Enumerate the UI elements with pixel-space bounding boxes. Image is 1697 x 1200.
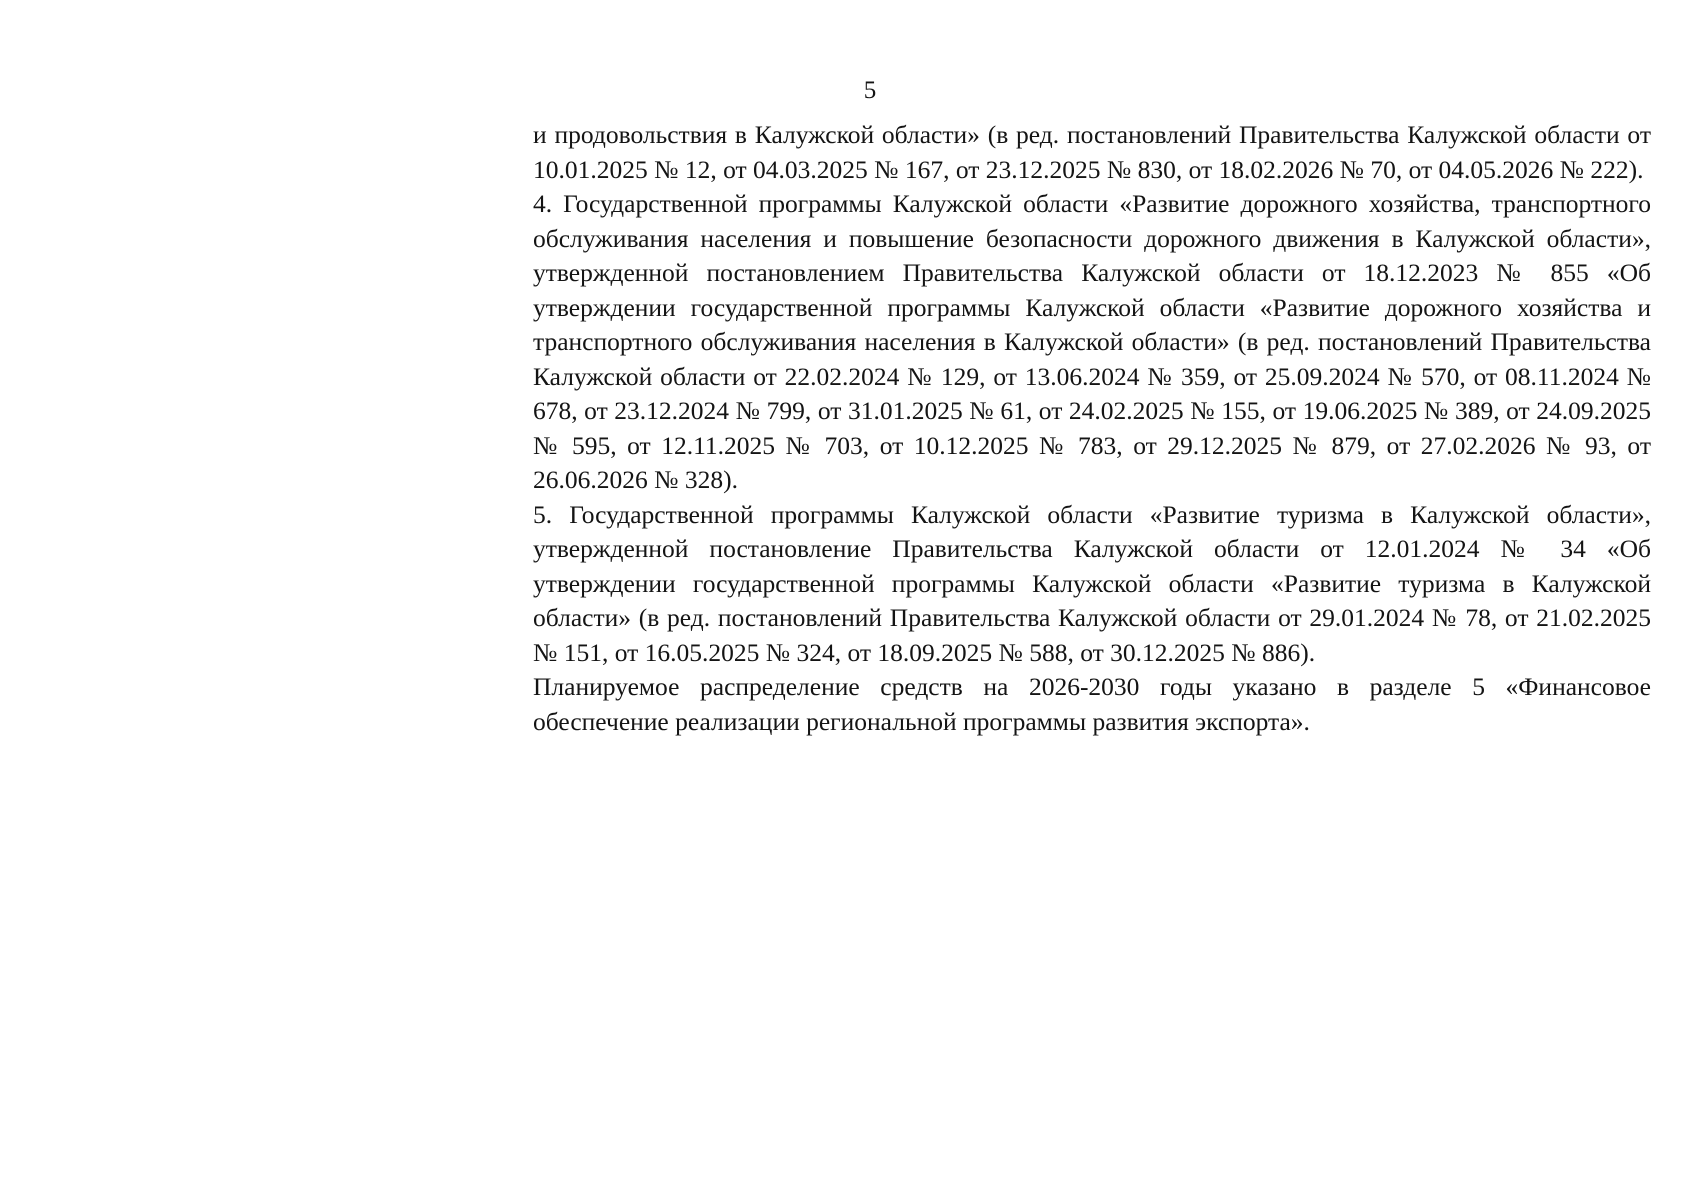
paragraph-funding-note: Планируемое распределение средств на 2026-2030 годы указано в разделе 5 «Финансовое обеспечение реализации региональной программы развития экспорта». xyxy=(533,672,1651,736)
paragraph-continuation: и продовольствия в Калужской области» (в ред. постановлений Правительства Калужской области от 10.01.2025 № 12, от 04.03.2025 № 167, от 23.12.2025 № 830, от 18.02.2026 № 70, от 04.05.2026 № 222). xyxy=(533,120,1651,184)
document-body xyxy=(533,118,1651,739)
page-number: 5 xyxy=(863,77,877,104)
paragraph-item-4: 4. Государственной программы Калужской области «Развитие дорожного хозяйства, транспортного обслуживания населения и повышение безопасности дорожного движения в Калужской области», утвержденной постановлением Правительства Калужской области от 18.12.2023 № 855 «Об утверждении государственной программы Калужской области «Развитие дорожного хозяйства и транспортного обслуживания населения в Калужской области» (в ред. постановлений Правительства Калужской области от 22.02.2024 № 129, от 13.06.2024 № 359, от 25.09.2024 № 570, от 08.11.2024 № 678, от 23.12.2024 № 799, от 31.01.2025 № 61, от 24.02.2025 № 155, от 19.06.2025 № 389, от 24.09.2025 № 595, от 12.11.2025 № 703, от 10.12.2025 № 783, от 29.12.2025 № 879, от 27.02.2026 № 93, от 26.06.2026 № 328). xyxy=(533,189,1651,494)
paragraph-item-5: 5. Государственной программы Калужской области «Развитие туризма в Калужской области», утвержденной постановление Правительства Калужской области от 12.01.2024 № 34 «Об утверждении государственной программы Калужской области «Развитие туризма в Калужской области» (в ред. постановлений Правительства Калужской области от 29.01.2024 № 78, от 21.02.2025 № 151, от 16.05.2025 № 324, от 18.09.2025 № 588, от 30.12.2025 № 886). xyxy=(533,499,1651,667)
